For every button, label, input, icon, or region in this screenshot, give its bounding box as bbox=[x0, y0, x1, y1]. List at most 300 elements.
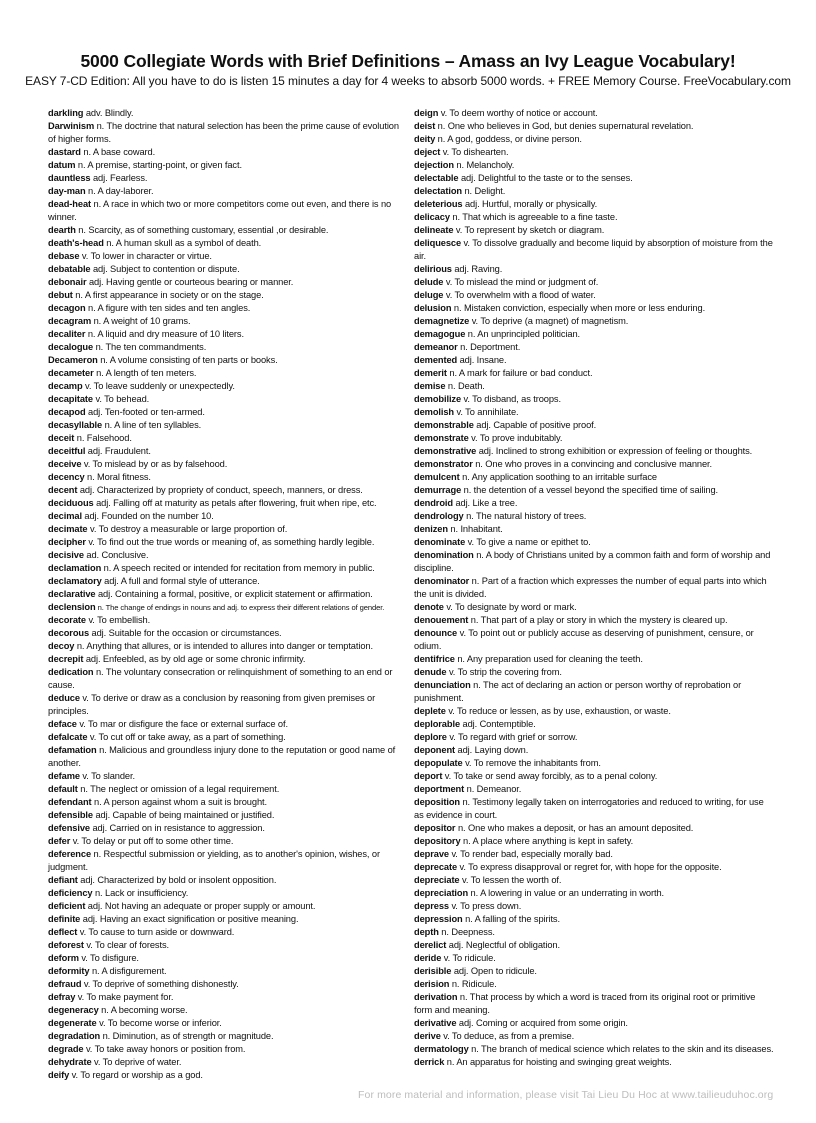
entry-word: demagnetize bbox=[414, 316, 470, 326]
dictionary-entry bbox=[48, 159, 408, 172]
entry-word: decoy bbox=[48, 641, 75, 651]
entry-definition: adj. Open to ridicule. bbox=[451, 966, 537, 976]
dictionary-entry bbox=[414, 549, 774, 575]
dictionary-entry bbox=[414, 1030, 774, 1043]
dictionary-entry bbox=[48, 978, 408, 991]
dictionary-entry bbox=[48, 289, 408, 302]
entry-word: derive bbox=[414, 1031, 441, 1041]
entry-word: degeneracy bbox=[48, 1005, 99, 1015]
entry-definition: v. To mislead the mind or judgment of. bbox=[443, 277, 599, 287]
dictionary-entry bbox=[48, 250, 408, 263]
dictionary-entry bbox=[414, 497, 774, 510]
dictionary-entry bbox=[48, 185, 408, 198]
entry-definition: n. One who believes in God, but denies supernatural revelation. bbox=[435, 121, 694, 131]
entry-word: defer bbox=[48, 836, 71, 846]
entry-word: derisible bbox=[414, 966, 452, 976]
entry-definition: v. To annihilate. bbox=[454, 407, 519, 417]
entry-word: decapitate bbox=[48, 394, 93, 404]
dictionary-entry bbox=[414, 185, 774, 198]
entry-definition: v. To disfigure. bbox=[78, 953, 139, 963]
entry-word: dastard bbox=[48, 147, 81, 157]
entry-definition: n. Delight. bbox=[461, 186, 506, 196]
entry-definition: n. A volume consisting of ten parts or books. bbox=[97, 355, 278, 365]
entry-definition: adj. Raving. bbox=[451, 264, 503, 274]
entry-word: deluge bbox=[414, 290, 444, 300]
dictionary-entry bbox=[48, 640, 408, 653]
entry-word: declarative bbox=[48, 589, 96, 599]
entry-word: derrick bbox=[414, 1057, 445, 1067]
entry-definition: v. To regard with grief or sorrow. bbox=[446, 732, 578, 742]
dictionary-entry bbox=[48, 380, 408, 393]
entry-word: decisive bbox=[48, 550, 84, 560]
entry-definition: adj. Hurtful, morally or physically. bbox=[462, 199, 598, 209]
entry-definition: n. Anything that allures, or is intended to allures into danger or temptation. bbox=[74, 641, 373, 651]
dictionary-entry bbox=[48, 172, 408, 185]
entry-definition: v. To give a name or epithet to. bbox=[465, 537, 591, 547]
entry-definition: adj. Not having an adequate or proper supply or amount. bbox=[85, 901, 316, 911]
entry-definition: v. To mislead by or as by falsehood. bbox=[81, 459, 228, 469]
entry-word: decagram bbox=[48, 316, 92, 326]
dictionary-entry bbox=[48, 653, 408, 666]
entry-definition: n. A mark for failure or bad conduct. bbox=[446, 368, 593, 378]
entry-definition: n. Malicious and groundless injury done to the reputation or good name of another. bbox=[48, 745, 396, 768]
entry-definition: v. To lower in character or virtue. bbox=[79, 251, 212, 261]
dictionary-entry bbox=[414, 965, 774, 978]
entry-definition: v. To become worse or inferior. bbox=[96, 1018, 222, 1028]
entry-word: demented bbox=[414, 355, 458, 365]
entry-definition: v. To point out or publicly accuse as deserving of punishment, censure, or odium. bbox=[414, 628, 754, 651]
entry-definition: n. Any application soothing to an irritable surface bbox=[459, 472, 657, 482]
entry-definition: n. Testimony legally taken on interrogatories and reduced to writing, for use as evidence in court. bbox=[414, 797, 764, 820]
entry-word: dehydrate bbox=[48, 1057, 92, 1067]
dictionary-entry bbox=[48, 575, 408, 588]
dictionary-entry bbox=[48, 1056, 408, 1069]
entry-definition: adj. Contemptible. bbox=[460, 719, 536, 729]
entry-word: demise bbox=[414, 381, 446, 391]
dictionary-entry bbox=[414, 315, 774, 328]
entry-word: deceit bbox=[48, 433, 75, 443]
entry-definition: v. To press down. bbox=[448, 901, 522, 911]
entry-word: deign bbox=[414, 108, 439, 118]
dictionary-entry bbox=[48, 731, 408, 744]
entry-word: deceive bbox=[48, 459, 82, 469]
entry-word: defensible bbox=[48, 810, 93, 820]
entry-word: deforest bbox=[48, 940, 84, 950]
dictionary-entry bbox=[48, 484, 408, 497]
entry-word: delectable bbox=[414, 173, 459, 183]
entry-definition: ad. Conclusive. bbox=[83, 550, 149, 560]
entry-definition: v. To embellish. bbox=[85, 615, 151, 625]
dictionary-entry bbox=[414, 926, 774, 939]
entry-definition: v. To mar or disfigure the face or external surface of. bbox=[76, 719, 288, 729]
entry-word: defendant bbox=[48, 797, 92, 807]
dictionary-entry bbox=[48, 120, 408, 146]
dictionary-entry bbox=[414, 679, 774, 705]
entry-word: denouement bbox=[414, 615, 469, 625]
dictionary-entry bbox=[48, 510, 408, 523]
entry-definition: v. To deprive (a magnet) of magnetism. bbox=[469, 316, 629, 326]
entry-word: demolish bbox=[414, 407, 455, 417]
entry-definition: v. To clear of forests. bbox=[83, 940, 169, 950]
dictionary-entry bbox=[414, 653, 774, 666]
dictionary-entry bbox=[414, 237, 774, 263]
entry-word: demobilize bbox=[414, 394, 462, 404]
dictionary-entry bbox=[414, 705, 774, 718]
entry-word: dearth bbox=[48, 225, 76, 235]
entry-word: defalcate bbox=[48, 732, 88, 742]
entry-word: demonstrate bbox=[414, 433, 469, 443]
entry-word: decency bbox=[48, 472, 85, 482]
entry-definition: n. A first appearance in society or on the stage. bbox=[72, 290, 264, 300]
footer-note: For more material and information, please visit Tai Lieu Du Hoc at www.tailieuduhoc.org bbox=[358, 1089, 774, 1101]
entry-word: demonstrable bbox=[414, 420, 474, 430]
entry-definition: n. The act of declaring an action or person worthy of reprobation or punishment. bbox=[414, 680, 742, 703]
entry-definition: adj. Suitable for the occasion or circumstances. bbox=[89, 628, 282, 638]
dictionary-entry bbox=[48, 770, 408, 783]
entry-definition: n. Part of a fraction which expresses the number of equal parts into which the unit is divided. bbox=[414, 576, 767, 599]
dictionary-entry bbox=[48, 471, 408, 484]
entry-definition: adj. A full and formal style of utterance. bbox=[101, 576, 260, 586]
entry-word: denomination bbox=[414, 550, 474, 560]
entry-word: derelict bbox=[414, 940, 447, 950]
entry-word: deceitful bbox=[48, 446, 86, 456]
entry-word: deify bbox=[48, 1070, 70, 1080]
entry-word: decrepit bbox=[48, 654, 84, 664]
entry-definition: n. Melancholy. bbox=[453, 160, 515, 170]
entry-word: deprave bbox=[414, 849, 449, 859]
entry-definition: n. A day-laborer. bbox=[85, 186, 154, 196]
entry-word: defray bbox=[48, 992, 76, 1002]
dictionary-entry bbox=[414, 861, 774, 874]
dictionary-entry bbox=[48, 302, 408, 315]
entry-word: decamp bbox=[48, 381, 83, 391]
entry-word: dead-heat bbox=[48, 199, 92, 209]
entry-definition: v. To reduce or lessen, as by use, exhaustion, or waste. bbox=[445, 706, 671, 716]
entry-word: Darwinism bbox=[48, 121, 95, 131]
entry-word: deformity bbox=[48, 966, 90, 976]
entry-word: decagon bbox=[48, 303, 86, 313]
entry-definition: adj. Capable of positive proof. bbox=[473, 420, 597, 430]
dictionary-entry bbox=[414, 874, 774, 887]
dictionary-entry bbox=[414, 627, 774, 653]
entry-word: deity bbox=[414, 134, 436, 144]
dictionary-entry bbox=[414, 796, 774, 822]
entry-definition: v. To lessen the worth of. bbox=[459, 875, 562, 885]
entry-definition: v. To derive or draw as a conclusion by reasoning from given premises or principles. bbox=[48, 693, 376, 716]
entry-definition: n. the detention of a vessel beyond the specified time of sailing. bbox=[461, 485, 719, 495]
dictionary-entry bbox=[414, 432, 774, 445]
entry-word: deport bbox=[414, 771, 443, 781]
entry-word: default bbox=[48, 784, 78, 794]
dictionary-entry bbox=[414, 536, 774, 549]
entry-word: Decameron bbox=[48, 355, 98, 365]
entry-word: deliquesce bbox=[414, 238, 462, 248]
dictionary-entry bbox=[48, 887, 408, 900]
dictionary-entry bbox=[48, 952, 408, 965]
entry-word: derivative bbox=[414, 1018, 457, 1028]
page-subtitle: EASY 7-CD Edition: All you have to do is listen 15 minutes a day for 4 weeks to absorb 5000 words. + FREE Memory Course. FreeVocabulary.com bbox=[25, 74, 791, 88]
dictionary-entry bbox=[414, 718, 774, 731]
entry-word: denote bbox=[414, 602, 444, 612]
entry-word: deplore bbox=[414, 732, 447, 742]
dictionary-entry bbox=[414, 900, 774, 913]
dictionary-entry bbox=[48, 406, 408, 419]
dictionary-entry bbox=[48, 796, 408, 809]
entry-definition: v. To cause to turn aside or downward. bbox=[77, 927, 235, 937]
dictionary-entry bbox=[48, 367, 408, 380]
dictionary-entry bbox=[48, 458, 408, 471]
dictionary-entry bbox=[48, 198, 408, 224]
entry-word: decipher bbox=[48, 537, 86, 547]
entry-definition: n. Scarcity, as of something customary, essential ,or desirable. bbox=[75, 225, 329, 235]
entry-word: depression bbox=[414, 914, 463, 924]
entry-definition: v. To destroy a measurable or large proportion of. bbox=[87, 524, 288, 534]
dictionary-entry bbox=[414, 1056, 774, 1069]
dictionary-entry bbox=[48, 991, 408, 1004]
dictionary-entry bbox=[414, 731, 774, 744]
dictionary-entry bbox=[48, 913, 408, 926]
entry-definition: n. One who proves in a convincing and conclusive manner. bbox=[472, 459, 712, 469]
entry-definition: v. To render bad, especially morally bad. bbox=[448, 849, 613, 859]
entry-definition: v. To remove the inhabitants from. bbox=[462, 758, 601, 768]
dictionary-entry bbox=[48, 419, 408, 432]
entry-word: deplete bbox=[414, 706, 446, 716]
dictionary-entry bbox=[48, 497, 408, 510]
entry-word: declamation bbox=[48, 563, 102, 573]
dictionary-entry bbox=[414, 276, 774, 289]
entry-definition: v. To overwhelm with a flood of water. bbox=[443, 290, 596, 300]
dictionary-entry bbox=[414, 172, 774, 185]
entry-word: dendrology bbox=[414, 511, 464, 521]
dictionary-entry bbox=[48, 588, 408, 601]
entry-definition: n. A place where anything is kept in safety. bbox=[460, 836, 634, 846]
entry-definition: v. To behead. bbox=[93, 394, 150, 404]
entry-word: decent bbox=[48, 485, 78, 495]
dictionary-entry bbox=[414, 887, 774, 900]
dictionary-entry bbox=[414, 133, 774, 146]
entry-word: deficient bbox=[48, 901, 86, 911]
dictionary-entry bbox=[48, 1017, 408, 1030]
dictionary-entry bbox=[414, 601, 774, 614]
entry-definition: v. To take away honors or position from. bbox=[83, 1044, 246, 1054]
entry-word: debatable bbox=[48, 264, 91, 274]
entry-word: deposition bbox=[414, 797, 460, 807]
entry-word: dermatology bbox=[414, 1044, 469, 1054]
entry-word: demerit bbox=[414, 368, 447, 378]
entry-definition: adj. Coming or acquired from some origin. bbox=[456, 1018, 628, 1028]
entry-definition: adj. Subject to contention or dispute. bbox=[90, 264, 240, 274]
dictionary-entry bbox=[48, 744, 408, 770]
entry-definition: n. A disfigurement. bbox=[89, 966, 167, 976]
dictionary-entry bbox=[414, 952, 774, 965]
dictionary-entry bbox=[414, 445, 774, 458]
dictionary-entry bbox=[414, 341, 774, 354]
dictionary-entry bbox=[414, 484, 774, 497]
entry-definition: n. Any preparation used for cleaning the teeth. bbox=[454, 654, 643, 664]
entry-word: decalogue bbox=[48, 342, 94, 352]
entry-definition: v. To deprive of water. bbox=[91, 1057, 182, 1067]
entry-word: denominate bbox=[414, 537, 466, 547]
entry-word: death's-head bbox=[48, 238, 104, 248]
dictionary-entry bbox=[48, 276, 408, 289]
entry-word: denizen bbox=[414, 524, 448, 534]
dictionary-entry bbox=[414, 263, 774, 276]
entry-word: dentifrice bbox=[414, 654, 455, 664]
entry-word: decorate bbox=[48, 615, 86, 625]
entry-definition: n. A falling of the spirits. bbox=[462, 914, 560, 924]
dictionary-entry bbox=[414, 419, 774, 432]
dictionary-entry bbox=[414, 367, 774, 380]
dictionary-entry bbox=[414, 835, 774, 848]
right-column bbox=[414, 107, 774, 1069]
entry-definition: n. A race in which two or more competitors come out even, and there is no winner. bbox=[48, 199, 392, 222]
entry-definition: n. Ridicule. bbox=[449, 979, 497, 989]
entry-definition: n. A becoming worse. bbox=[98, 1005, 188, 1015]
entry-definition: n. The doctrine that natural selection has been the prime cause of evolution of higher forms. bbox=[48, 121, 399, 144]
entry-word: deleterious bbox=[414, 199, 463, 209]
dictionary-entry bbox=[48, 614, 408, 627]
entry-word: deportment bbox=[414, 784, 465, 794]
entry-word: delectation bbox=[414, 186, 462, 196]
dictionary-entry bbox=[414, 783, 774, 796]
dictionary-entry bbox=[48, 692, 408, 718]
entry-definition: n. A premise, starting-point, or given fact. bbox=[75, 160, 242, 170]
entry-definition: n. The change of endings in nouns and adj. to express their different relations of gender. bbox=[95, 603, 385, 612]
dictionary-entry bbox=[414, 458, 774, 471]
entry-definition: n. A speech recited or intended for recitation from memory in public. bbox=[101, 563, 375, 573]
dictionary-entry bbox=[414, 510, 774, 523]
dictionary-entry bbox=[48, 822, 408, 835]
entry-definition: n. The neglect or omission of a legal requirement. bbox=[77, 784, 280, 794]
entry-definition: v. To take or send away forcibly, as to a penal colony. bbox=[442, 771, 658, 781]
entry-word: deflect bbox=[48, 927, 78, 937]
entry-definition: adj. Like a tree. bbox=[452, 498, 518, 508]
entry-word: decasyllable bbox=[48, 420, 103, 430]
entry-word: delusion bbox=[414, 303, 452, 313]
dictionary-entry bbox=[48, 965, 408, 978]
dictionary-entry bbox=[414, 406, 774, 419]
dictionary-entry bbox=[414, 107, 774, 120]
entry-word: deride bbox=[414, 953, 442, 963]
entry-definition: n. Lack or insufficiency. bbox=[92, 888, 189, 898]
entry-word: demulcent bbox=[414, 472, 460, 482]
entry-definition: n. One who makes a deposit, or has an amount deposited. bbox=[455, 823, 694, 833]
entry-word: deface bbox=[48, 719, 77, 729]
entry-definition: n. A god, goddess, or divine person. bbox=[435, 134, 582, 144]
dictionary-entry bbox=[48, 627, 408, 640]
entry-definition: v. To deduce, as from a premise. bbox=[440, 1031, 575, 1041]
entry-word: derision bbox=[414, 979, 450, 989]
entry-definition: adj. Inclined to strong exhibition or expression of feeling or thoughts. bbox=[476, 446, 753, 456]
entry-definition: adj. Neglectful of obligation. bbox=[446, 940, 560, 950]
entry-word: deject bbox=[414, 147, 441, 157]
dictionary-entry bbox=[414, 328, 774, 341]
dictionary-entry bbox=[48, 601, 408, 614]
entry-definition: adj. Founded on the number 10. bbox=[81, 511, 214, 521]
entry-definition: adv. Blindly. bbox=[83, 108, 134, 118]
entry-word: dejection bbox=[414, 160, 454, 170]
entry-word: decameter bbox=[48, 368, 94, 378]
entry-definition: adj. Capable of being maintained or justified. bbox=[92, 810, 275, 820]
entry-definition: n. A person against whom a suit is brought. bbox=[91, 797, 267, 807]
entry-word: demeanor bbox=[414, 342, 458, 352]
page-title: 5000 Collegiate Words with Brief Definitions – Amass an Ivy League Vocabulary! bbox=[80, 51, 736, 71]
entry-definition: n. Inhabitant. bbox=[447, 524, 503, 534]
dictionary-entry bbox=[48, 432, 408, 445]
entry-word: depository bbox=[414, 836, 461, 846]
entry-definition: adj. Characterized by bold or insolent opposition. bbox=[77, 875, 277, 885]
entry-definition: adj. Characterized by propriety of conduct, speech, manners, or dress. bbox=[77, 485, 363, 495]
entry-word: depositor bbox=[414, 823, 456, 833]
entry-word: demonstrator bbox=[414, 459, 473, 469]
entry-definition: n. A line of ten syllables. bbox=[102, 420, 202, 430]
entry-word: denominator bbox=[414, 576, 470, 586]
entry-definition: n. That part of a play or story in which the mystery is cleared up. bbox=[468, 615, 728, 625]
entry-word: denounce bbox=[414, 628, 458, 638]
entry-definition: v. To deem worthy of notice or account. bbox=[438, 108, 598, 118]
entry-definition: v. To strip the covering from. bbox=[446, 667, 562, 677]
entry-definition: n. Falsehood. bbox=[74, 433, 132, 443]
dictionary-entry bbox=[48, 107, 408, 120]
dictionary-entry bbox=[48, 718, 408, 731]
entry-definition: v. To cut off or take away, as a part of something. bbox=[87, 732, 286, 742]
entry-definition: adj. Having an exact signification or positive meaning. bbox=[80, 914, 299, 924]
entry-word: declamatory bbox=[48, 576, 102, 586]
entry-definition: adj. Ten-footed or ten-armed. bbox=[85, 407, 205, 417]
entry-word: degrade bbox=[48, 1044, 84, 1054]
entry-definition: v. To prove indubitably. bbox=[468, 433, 563, 443]
dictionary-entry bbox=[414, 770, 774, 783]
dictionary-entry bbox=[414, 354, 774, 367]
dictionary-entry bbox=[414, 159, 774, 172]
entry-word: depreciation bbox=[414, 888, 469, 898]
dictionary-entry bbox=[414, 224, 774, 237]
entry-word: deference bbox=[48, 849, 92, 859]
entry-definition: v. To deprive of something dishonestly. bbox=[81, 979, 239, 989]
entry-word: decaliter bbox=[48, 329, 86, 339]
entry-definition: n. The voluntary consecration or relinquishment of something to an end or cause. bbox=[48, 667, 393, 690]
entry-word: degenerate bbox=[48, 1018, 97, 1028]
dictionary-entry bbox=[48, 939, 408, 952]
entry-word: demagogue bbox=[414, 329, 466, 339]
dictionary-entry bbox=[414, 211, 774, 224]
entry-word: denude bbox=[414, 667, 447, 677]
entry-definition: n. The natural history of trees. bbox=[463, 511, 587, 521]
entry-definition: n. The ten commandments. bbox=[93, 342, 207, 352]
entry-definition: v. To slander. bbox=[79, 771, 135, 781]
dictionary-entry bbox=[414, 471, 774, 484]
entry-word: decorous bbox=[48, 628, 90, 638]
dictionary-entry bbox=[48, 224, 408, 237]
entry-definition: v. To ridicule. bbox=[441, 953, 496, 963]
entry-word: depress bbox=[414, 901, 449, 911]
entry-word: denunciation bbox=[414, 680, 471, 690]
dictionary-entry bbox=[414, 289, 774, 302]
entry-definition: n. Deepness. bbox=[438, 927, 495, 937]
entry-definition: n. A base coward. bbox=[80, 147, 156, 157]
dictionary-entry bbox=[414, 614, 774, 627]
left-column bbox=[48, 107, 408, 1082]
entry-definition: adj. Having gentle or courteous bearing or manner. bbox=[86, 277, 294, 287]
entry-word: defiant bbox=[48, 875, 78, 885]
entry-definition: adj. Laying down. bbox=[455, 745, 529, 755]
entry-definition: n. A lowering in value or an underrating in worth. bbox=[468, 888, 665, 898]
dictionary-entry bbox=[48, 1043, 408, 1056]
entry-definition: v. To leave suddenly or unexpectedly. bbox=[82, 381, 235, 391]
entry-definition: adj. Insane. bbox=[457, 355, 507, 365]
entry-word: delineate bbox=[414, 225, 454, 235]
dictionary-entry bbox=[48, 445, 408, 458]
